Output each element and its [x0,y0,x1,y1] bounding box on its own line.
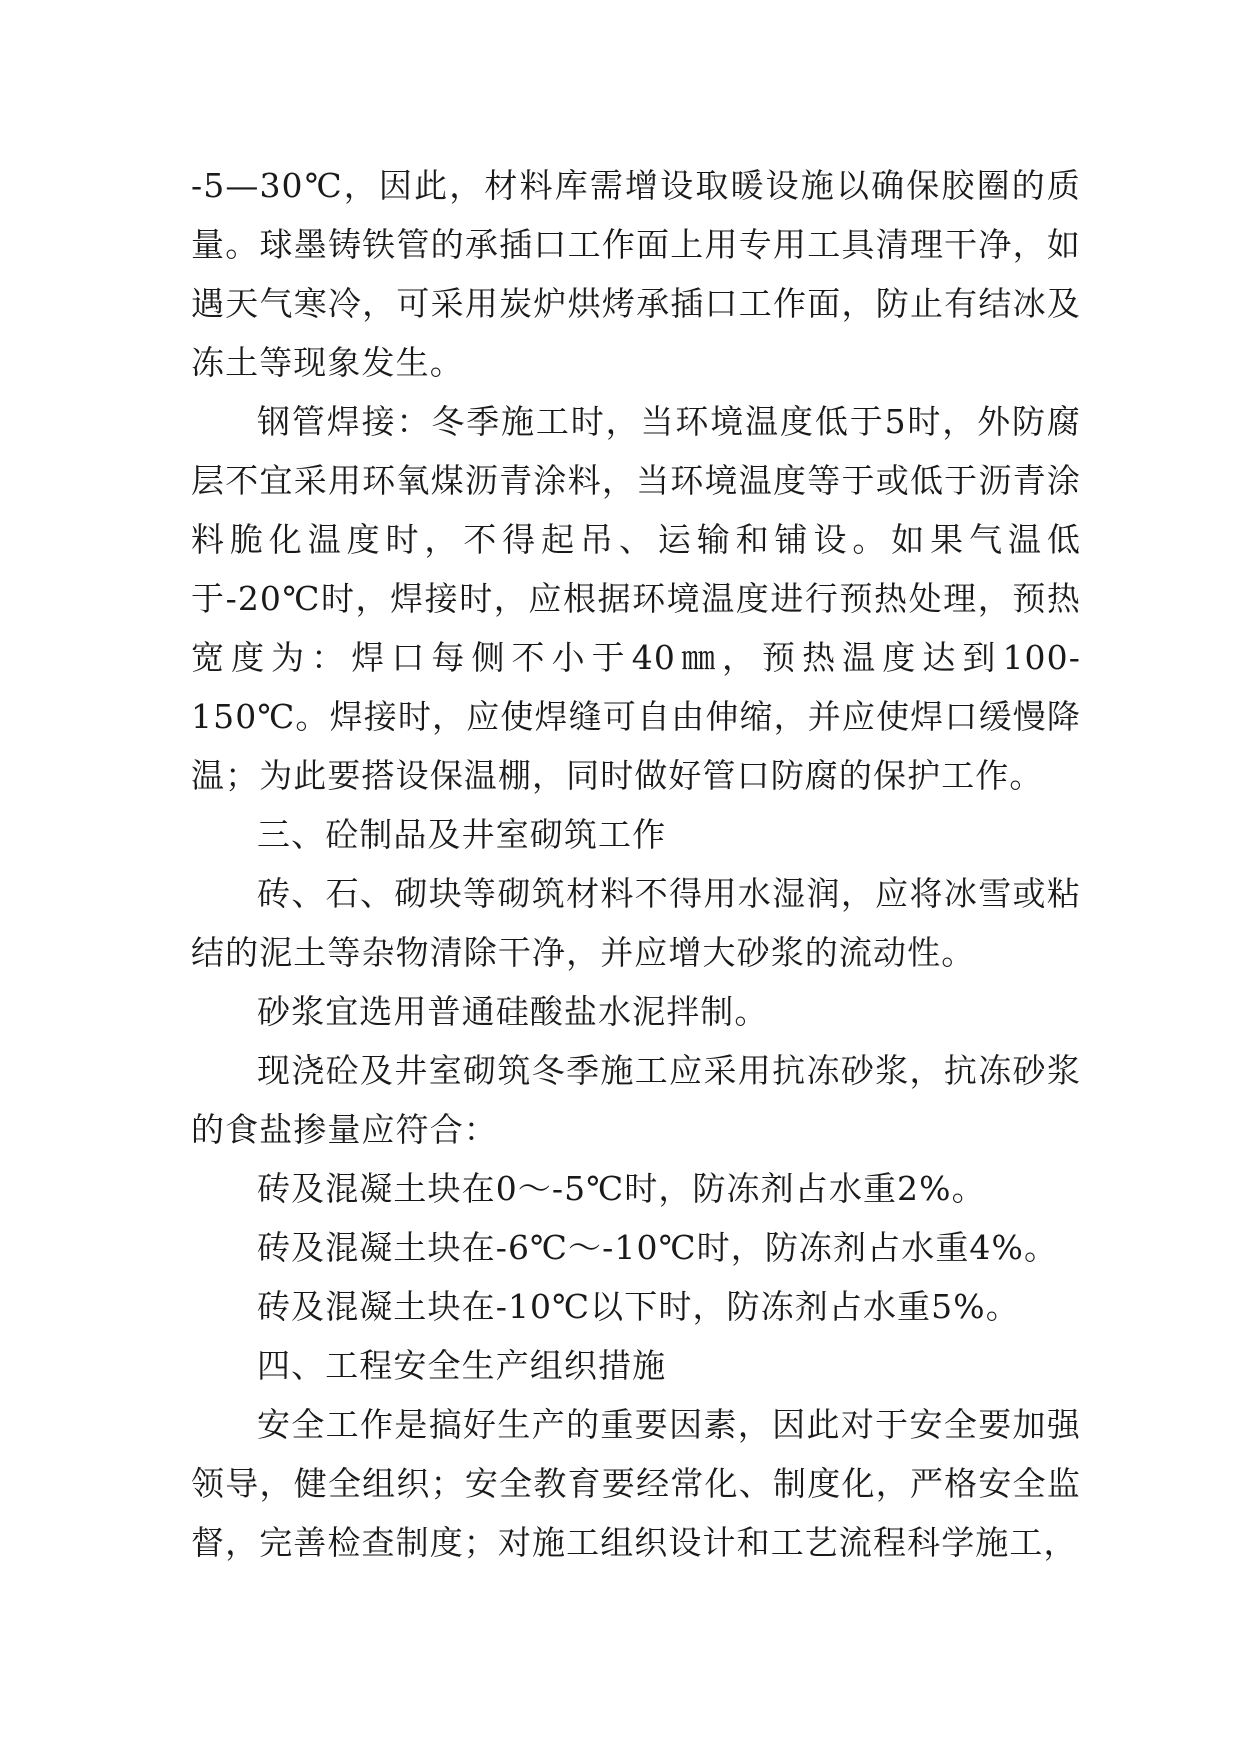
paragraph-antifreeze-5-percent: 砖及混凝土块在-10℃以下时，防冻剂占水重5%。 [257,1287,1020,1326]
paragraph-rubber-ring-storage: -5—30℃，因此，材料库需增设取暖设施以确保胶圈的质量。球墨铸铁管的承插口工作面上用专用工具清理干净，如遇天气寒冷，可采用炭炉烘烤承插口工作面，防止有结冰及冻土等现象发生。 [191,166,1081,382]
paragraph-safety-work: 安全工作是搞好生产的重要因素，因此对于安全要加强领导，健全组织；安全教育要经常化、制度化，严格安全监督，完善检查制度；对施工组织设计和工艺流程科学施工， [191,1405,1081,1562]
heading-section-four: 四、工程安全生产组织措施 [257,1346,667,1385]
document-body [191,156,1081,1572]
heading-section-three: 三、砼制品及井室砌筑工作 [257,815,667,854]
paragraph-mortar-cement: 砂浆宜选用普通硅酸盐水泥拌制。 [257,992,769,1031]
paragraph-masonry-materials: 砖、石、砌块等砌筑材料不得用水湿润，应将冰雪或粘结的泥土等杂物清除干净，并应增大砂浆的流动性。 [191,874,1081,972]
paragraph-steel-pipe-welding: 钢管焊接：冬季施工时，当环境温度低于5时，外防腐层不宜采用环氧煤沥青涂料，当环境温度等于或低于沥青涂料脆化温度时，不得起吊、运输和铺设。如果气温低于-20℃时，焊接时，应根据环境温度进行预热处理，预热宽度为：焊口每侧不小于40㎜，预热温度达到100-150℃。焊接时，应使焊缝可自由伸缩，并应使焊口缓慢降温；为此要搭设保温棚，同时做好管口防腐的保护工作。 [191,402,1081,795]
paragraph-antifreeze-2-percent: 砖及混凝土块在0～-5℃时，防冻剂占水重2%。 [257,1169,986,1208]
paragraph-antifreeze-mortar: 现浇砼及井室砌筑冬季施工应采用抗冻砂浆，抗冻砂浆的食盐掺量应符合： [191,1051,1081,1149]
paragraph-antifreeze-4-percent: 砖及混凝土块在-6℃～-10℃时，防冻剂占水重4%。 [257,1228,1059,1267]
